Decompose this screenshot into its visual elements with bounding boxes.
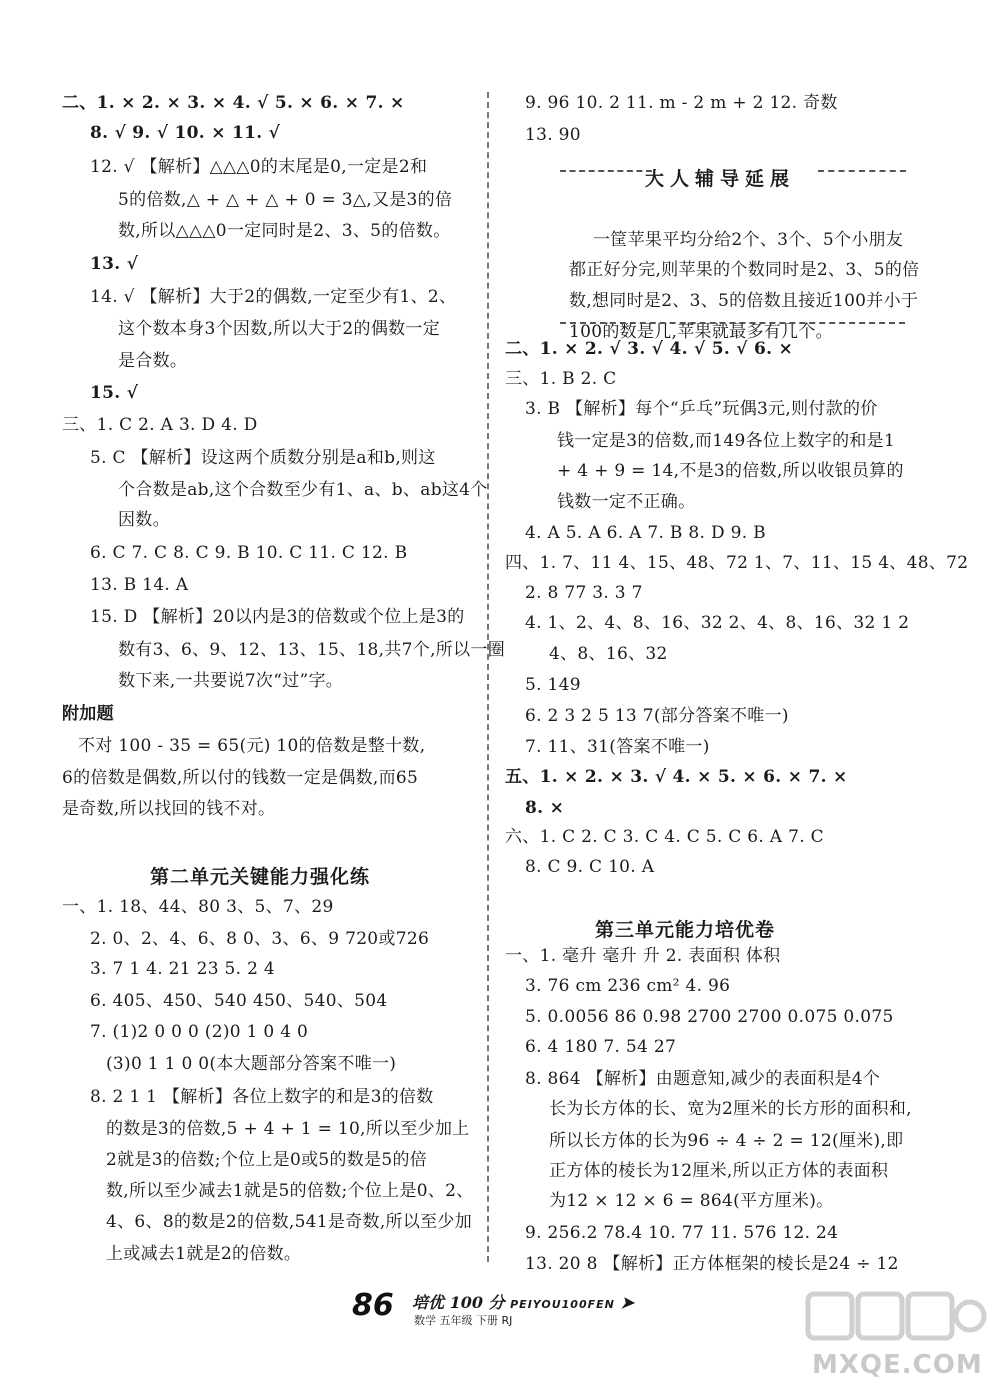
answer-line: 附加题 — [62, 704, 114, 724]
answer-line: 三、1. C 2. A 3. D 4. D — [62, 415, 258, 435]
answer-line: 都正好分完,则苹果的个数同时是2、3、5的倍 — [569, 260, 920, 280]
answer-line: 二、1. × 2. √ 3. √ 4. √ 5. √ 6. × — [505, 339, 794, 359]
answer-line: 6的倍数是偶数,所以付的钱数一定是偶数,而65 — [62, 768, 419, 788]
answer-line: 8. 2 1 1 【解析】各位上数字的和是3的倍数 — [90, 1087, 434, 1107]
page-footer — [352, 1288, 632, 1328]
answer-line: 5. 0.0056 86 0.98 2700 2700 0.075 0.075 — [525, 1007, 894, 1027]
watermark-text: MXQE.COM — [812, 1350, 983, 1380]
answer-line: 3. B 【解析】每个“乒乓”玩偶3元,则付款的价 — [525, 399, 878, 419]
answer-line: 五、1. × 2. × 3. √ 4. × 5. × 6. × 7. × — [505, 767, 848, 787]
answer-line: 6. C 7. C 8. C 9. B 10. C 11. C 12. B — [90, 543, 408, 563]
answer-line: 三、1. B 2. C — [505, 369, 617, 389]
answer-line: 6. 4 180 7. 54 27 — [525, 1037, 677, 1057]
brand-en: PEIYOU100FEN — [510, 1298, 615, 1311]
answer-line: 钱一定是3的倍数,而149各位上数字的和是1 — [557, 431, 896, 451]
answer-line: 是奇数,所以找回的钱不对。 — [62, 799, 276, 819]
answer-line: + 4 + 9 = 14,不是3的倍数,所以收银员算的 — [557, 461, 904, 481]
answer-line: 为12 × 12 × 6 = 864(平方厘米)。 — [549, 1191, 834, 1211]
answer-line: 4、8、16、32 — [549, 644, 668, 664]
answer-line: 9. 256.2 78.4 10. 77 11. 576 12. 24 — [525, 1223, 839, 1243]
answer-line: 5的倍数,△ + △ + △ + 0 = 3△,又是3的倍 — [118, 190, 453, 210]
answer-line: 8. C 9. C 10. A — [525, 857, 655, 877]
box-rule — [818, 170, 906, 172]
answer-line: 13. 20 8 【解析】正方体框架的棱长是24 ÷ 12 — [525, 1254, 899, 1274]
answer-line: 100的数是几,苹果就最多有几个。 — [569, 322, 833, 342]
brand-name — [412, 1290, 634, 1313]
answer-line: 一筐苹果平均分给2个、3个、5个小朋友 — [593, 230, 904, 250]
answer-line: 6. 2 3 2 5 13 7(部分答案不唯一) — [525, 706, 789, 726]
answer-line: 13. √ — [90, 254, 139, 274]
answer-line: 13. B 14. A — [90, 575, 189, 595]
answer-line: 2就是3的倍数;个位上是0或5的数是5的倍 — [106, 1150, 428, 1170]
arrow-icon: ➤ — [620, 1293, 634, 1312]
answer-line: 个合数是ab,这个合数至少有1、a、b、ab这4个 — [118, 480, 488, 500]
answer-line: 5. 149 — [525, 675, 581, 695]
box-rule — [560, 170, 652, 172]
answer-line: 3. 7 1 4. 21 23 5. 2 4 — [90, 959, 276, 979]
answer-line: 这个数本身3个因数,所以大于2的偶数一定 — [118, 319, 441, 339]
answer-line: 8. √ 9. √ 10. × 11. √ — [90, 123, 281, 143]
answer-line: 二、1. × 2. × 3. × 4. √ 5. × 6. × 7. × — [62, 93, 405, 113]
answer-line: 14. √ 【解析】大于2的偶数,一定至少有1、2、 — [90, 287, 457, 307]
answer-line: 8. × — [525, 798, 565, 818]
answer-line: 6. 405、450、540 450、540、504 — [90, 991, 388, 1011]
answer-line: 9. 96 10. 2 11. m - 2 m + 2 12. 奇数 — [525, 93, 838, 113]
answer-line: 的数是3的倍数,5 + 4 + 1 = 10,所以至少加上 — [106, 1119, 470, 1139]
answer-line: 不对 100 - 35 = 65(元) 10的倍数是整十数, — [78, 736, 426, 756]
answer-line: 8. 864 【解析】由题意知,减少的表面积是4个 — [525, 1069, 881, 1089]
section-heading: 第三单元能力培优卷 — [595, 919, 776, 941]
answer-line: 4、6、8的数是2的倍数,541是奇数,所以至少加 — [106, 1212, 473, 1232]
answer-line: 正方体的棱长为12厘米,所以正方体的表面积 — [549, 1161, 889, 1181]
answer-line: 上或减去1就是2的倍数。 — [106, 1244, 302, 1264]
answer-line: 4. A 5. A 6. A 7. B 8. D 9. B — [525, 523, 766, 543]
answer-line: 13. 90 — [525, 125, 581, 145]
page-number: 86 — [352, 1288, 394, 1323]
brand-cn: 培优 100 分 — [412, 1293, 505, 1312]
answer-line: 一、1. 毫升 毫升 升 2. 表面积 体积 — [505, 946, 781, 966]
answer-line: 钱数一定不正确。 — [557, 492, 696, 512]
answer-line: 数有3、6、9、12、13、15、18,共7个,所以一圈 — [118, 640, 505, 660]
answer-line: 12. √ 【解析】△△△0的末尾是0,一定是2和 — [90, 157, 428, 177]
answer-line: 4. 1、2、4、8、16、32 2、4、8、16、32 1 2 — [525, 613, 910, 633]
box-title: 大人辅导延展 — [645, 168, 796, 190]
answer-line: 2. 0、2、4、6、8 0、3、6、9 720或726 — [90, 929, 430, 949]
answer-line: 3. 76 cm 236 cm² 4. 96 — [525, 976, 731, 996]
answer-line: 7. (1)2 0 0 0 (2)0 1 0 4 0 — [90, 1022, 309, 1042]
book-info: 数学 五年级 下册 RJ — [414, 1314, 513, 1327]
answer-line: 数,所以至少减去1就是5的倍数;个位上是0、2、 — [106, 1181, 474, 1201]
answer-line: 数下来,一共要说7次“过”字。 — [118, 671, 344, 691]
answer-line: 一、1. 18、44、80 3、5、7、29 — [62, 897, 334, 917]
answer-line: 四、1. 7、11 4、15、48、72 1、7、11、15 4、48、72 — [505, 553, 969, 573]
answer-line: 7. 11、31(答案不唯一) — [525, 737, 710, 757]
answer-line: 15. √ — [90, 383, 139, 403]
answer-line: 因数。 — [118, 510, 170, 530]
answer-line: 2. 8 77 3. 3 7 — [525, 583, 643, 603]
answer-line: 15. D 【解析】20以内是3的倍数或个位上是3的 — [90, 607, 465, 627]
answer-line: 5. C 【解析】设这两个质数分别是a和b,则这 — [90, 448, 436, 468]
answer-line: 是合数。 — [118, 351, 188, 371]
answer-line: 六、1. C 2. C 3. C 4. C 5. C 6. A 7. C — [505, 827, 824, 847]
answer-line: 长为长方体的长、宽为2厘米的长方形的面积和, — [549, 1099, 912, 1119]
answer-line: (3)0 1 1 0 0(本大题部分答案不唯一) — [106, 1054, 397, 1074]
answer-line: 所以长方体的长为96 ÷ 4 ÷ 2 = 12(厘米),即 — [549, 1131, 904, 1151]
answer-line: 数,所以△△△0一定同时是2、3、5的倍数。 — [118, 221, 451, 241]
answer-line: 数,想同时是2、3、5的倍数且接近100并小于 — [569, 291, 919, 311]
section-heading: 第二单元关键能力强化练 — [150, 866, 371, 888]
box-rule — [560, 322, 905, 324]
column-divider — [487, 92, 489, 1262]
